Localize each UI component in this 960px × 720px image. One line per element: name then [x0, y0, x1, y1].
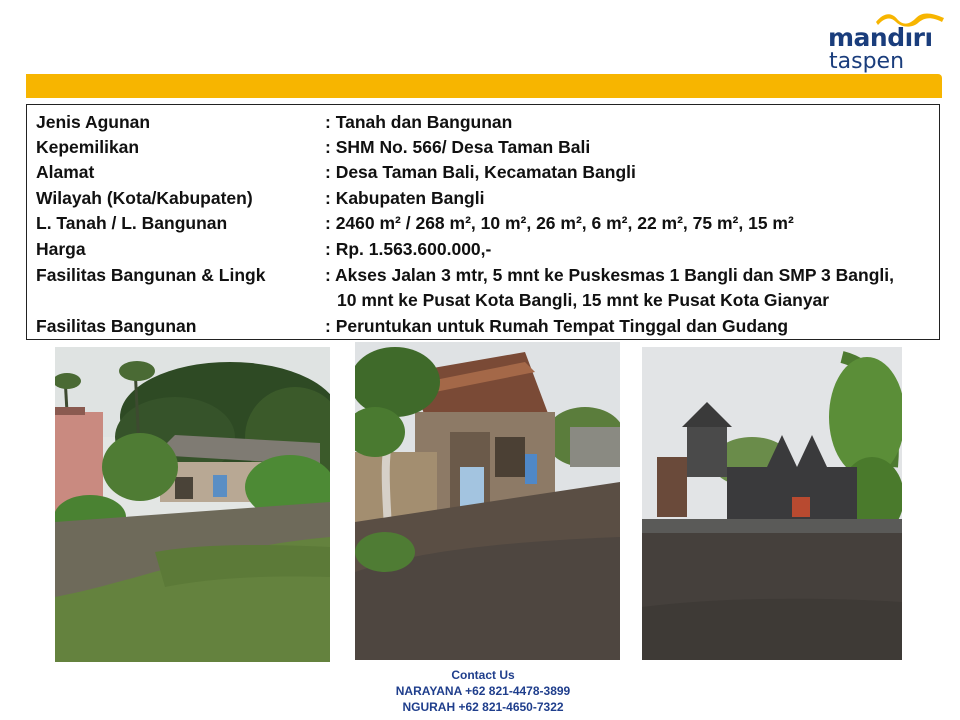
detail-label: Alamat	[36, 162, 95, 182]
photo-icon	[355, 342, 620, 660]
photo-icon	[55, 347, 330, 662]
photo-icon	[642, 347, 902, 660]
property-details-box	[26, 104, 940, 340]
detail-label: Fasilitas Bangunan	[36, 316, 197, 336]
detail-label: Wilayah (Kota/Kabupaten)	[36, 188, 253, 208]
detail-value: : Akses Jalan 3 mtr, 5 mnt ke Puskesmas 1 Bangli dan SMP 3 Bangli,	[325, 265, 894, 285]
mandiri-taspen-logo	[828, 10, 950, 74]
detail-value-continued: 10 mnt ke Pusat Kota Bangli, 15 mnt ke Pusat Kota Gianyar	[337, 290, 830, 310]
detail-value: : Desa Taman Bali, Kecamatan Bangli	[325, 162, 636, 182]
detail-label: Harga	[36, 239, 86, 259]
detail-value: : SHM No. 566/ Desa Taman Bali	[325, 137, 591, 157]
contact-line-ngurah: NGURAH +62 821-4650-7322	[402, 700, 564, 714]
detail-value: : Rp. 1.563.600.000,-	[325, 239, 492, 259]
header-bar	[26, 74, 942, 98]
logo-text-taspen: taspen	[829, 49, 905, 74]
detail-label: Jenis Agunan	[36, 112, 151, 132]
detail-label: Fasilitas Bangunan & Lingk	[36, 265, 266, 285]
detail-value: : 2460 m² / 268 m², 10 m², 26 m², 6 m², 22 m², 75 m², 15 m²	[325, 213, 794, 233]
detail-value: : Tanah dan Bangunan	[325, 112, 513, 132]
logo-text-mandiri: mandırı	[828, 23, 933, 52]
detail-value: : Peruntukan untuk Rumah Tempat Tinggal dan Gudang	[325, 316, 789, 336]
contact-line-narayana: NARAYANA +62 821-4478-3899	[395, 684, 571, 698]
photo-yard-house	[55, 347, 330, 662]
contact-title: Contact Us	[451, 668, 515, 682]
detail-label: L. Tanah / L. Bangunan	[36, 213, 228, 233]
photo-wooden-house	[355, 342, 620, 660]
detail-label: Kepemilikan	[36, 137, 140, 157]
detail-value: : Kabupaten Bangli	[325, 188, 485, 208]
photo-temple	[642, 347, 902, 660]
